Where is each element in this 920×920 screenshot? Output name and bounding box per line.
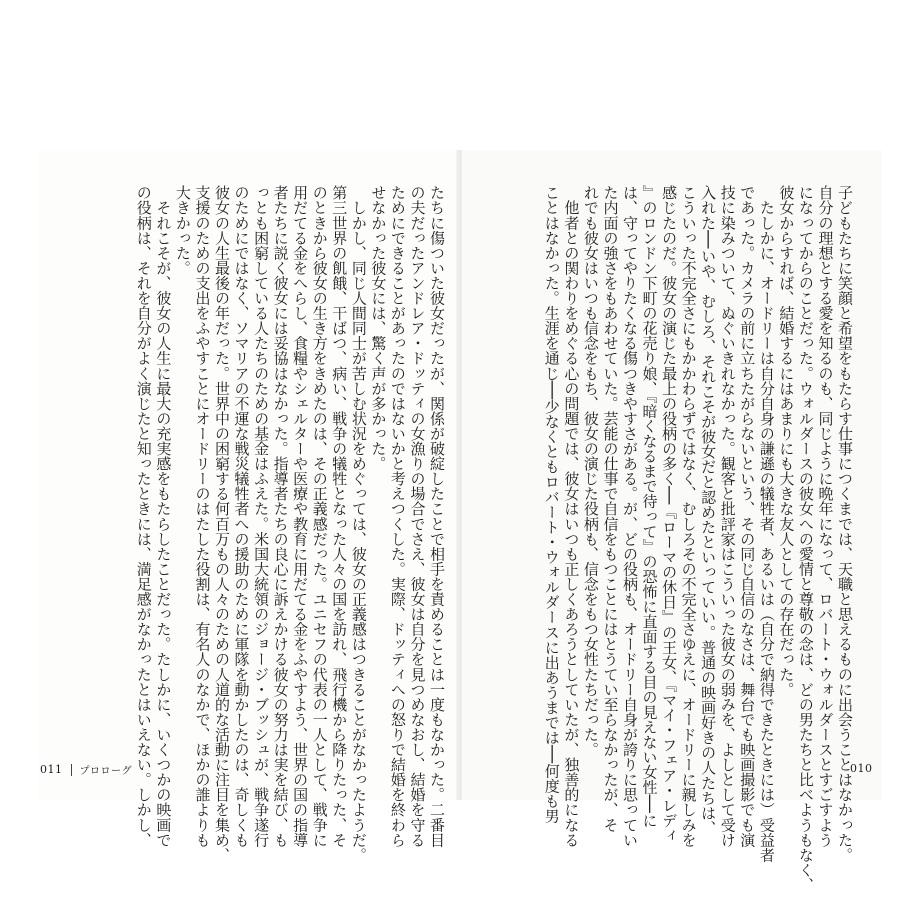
text-line: ことはなかった。生涯を通じ──少なくともロバート・ウォルダースに出あうまでは──何度も男	[542, 185, 561, 824]
text-line: の役柄は、それを自分がよく演じたと知ったときには、満足感がなかったとはいえない。しかし、	[134, 185, 153, 848]
book-spread	[38, 150, 882, 893]
text-line: 第三世界の飢餓、干ばつ、病い、戦争の犠牲となった人々の国を訪れ、飛行機から降りたった、そ	[330, 185, 349, 848]
text-line: 』のロンドン下町の花売り娘、『暗くなるまで待って』の恐怖に直面する目の見えない女性──に	[640, 185, 659, 828]
right-folio	[850, 762, 873, 775]
right-page	[462, 150, 882, 893]
text-line: ためにできることがあったのではないかと考えつくした。実際、ドッティへの怒りで結婚を終わら	[388, 185, 407, 848]
text-line: 子どもたちに笑顔と希望をもたらす仕事につくまでは、天職と思えるものに出会うことはなかった。	[836, 185, 854, 863]
text-line: 彼女の人生最後の年だった。世界中の困窮する何百万もの人々のための人道的な活動に注目を集め、	[212, 185, 231, 863]
text-line: になってからのことだった。ウォルダースの彼女への愛情と尊敬の念は、どの男たちと比べようもなく、	[796, 185, 815, 893]
left-page	[38, 150, 458, 863]
text-line: 感じたのだ。彼女の演じた最上の役柄の多く──『ローマの休日』の王女、『マイ・フェア・レディ	[660, 185, 679, 843]
running-title: プロローグ	[79, 766, 132, 777]
text-line: れでも彼女はいつも信念をもち、彼女の演じた役柄も、信念をもつ女性たちだった。	[581, 185, 600, 757]
text-line: しかし、同じ人間同士が苦しむ状況をめぐっては、彼女の正義感はつきることがなかったようだ。	[349, 185, 368, 863]
text-line: のためにではなく、ソマリアの不運な戦災犠牲者への援助のために軍隊を動かしたのは、奇しくも	[232, 185, 251, 848]
text-line: の夫だったアンドレア・ドッティの女漁りの場合でさえ、彼女は自分を見つめなおし、結婚を守る	[408, 185, 427, 848]
text-line: こういった不完全さにもかかわらずではなく、むしろその不完全さゆえに、オードリーに親しみを	[679, 185, 698, 848]
text-line: たしかに、オードリーは自分自身の謙遜の犠牲者、あるいは（自分で納得できたときには）受益者	[757, 185, 776, 863]
text-line: 支援のための支出をふやすことにオードリーのはたした役割は、有名人のなかで、ほかの誰よりも	[193, 185, 212, 848]
text-line: っとも困窮している人たちのための基金はふえた。米国大統領のジョージ・ブッシュが、戦争遂行	[252, 185, 271, 848]
text-line: 者たちに説く彼女には妥協はなかった。指導者たちの良心に訴えかける彼女の努力は実を結び、も	[271, 185, 290, 848]
text-line: 他者との関わりをめぐる心の問題では、彼女はいつも正しくあろうとしていたが、独善的になる	[562, 185, 581, 848]
folio-divider	[71, 764, 72, 776]
text-line: せなかった彼女には、驚く声が多かった。	[369, 185, 388, 471]
text-line: 大きかった。	[173, 185, 192, 276]
text-line: 入れた──いや、むしろ、それこそが彼女だと認めたといっていい。普通の映画好きの人たちは、	[699, 185, 718, 836]
page-number: 011	[40, 763, 63, 776]
right-text-block	[507, 185, 854, 893]
text-line: 技に染みついて、ぬぐいきれなかった。観客と批評家はこういった彼女の弱みを、よしとして受け	[718, 185, 737, 848]
text-line: たちに傷ついた彼女だったが、関係が破綻したことで相手を責めることは一度もなかった。二番目	[428, 185, 446, 848]
text-line: 自分の理想とする愛を知るのも、同じように晩年になって、ロバート・ウォルダースとすごすよう	[816, 185, 835, 848]
text-line: それこそが、彼女の人生に最大の充実感をもたらしたことだった。たしかに、いくつかの映画で	[154, 185, 173, 848]
text-line: た内面の強さをもあわせていた。芸能の仕事で自信をもつことにはとうてい至らなかったが、そ	[601, 185, 620, 833]
text-line: のときから彼女の生き方をきめたのは、その正義感だった。ユニセフの代表の一人として、戦争に	[310, 185, 329, 848]
page-number: 010	[850, 762, 873, 775]
text-line: 彼女からすれば、結婚するにはあまりにも大きな友人としての存在だった。	[777, 185, 796, 697]
left-folio	[40, 762, 132, 777]
text-line: であった。カメラの前に立ちたがらないという、その同じ自信のなさは、舞台でも映画撮影でも演	[738, 185, 757, 848]
text-line: は、守ってやりたくなる傷つきやすさがある。が、どの役柄も、オードリー自身が誇りに思ってい	[620, 185, 639, 848]
text-line: 用だてる金をへらし、食糧やシェルターや医療や教育に用だてる金をふやすよう、世界の国の指導	[291, 185, 310, 848]
